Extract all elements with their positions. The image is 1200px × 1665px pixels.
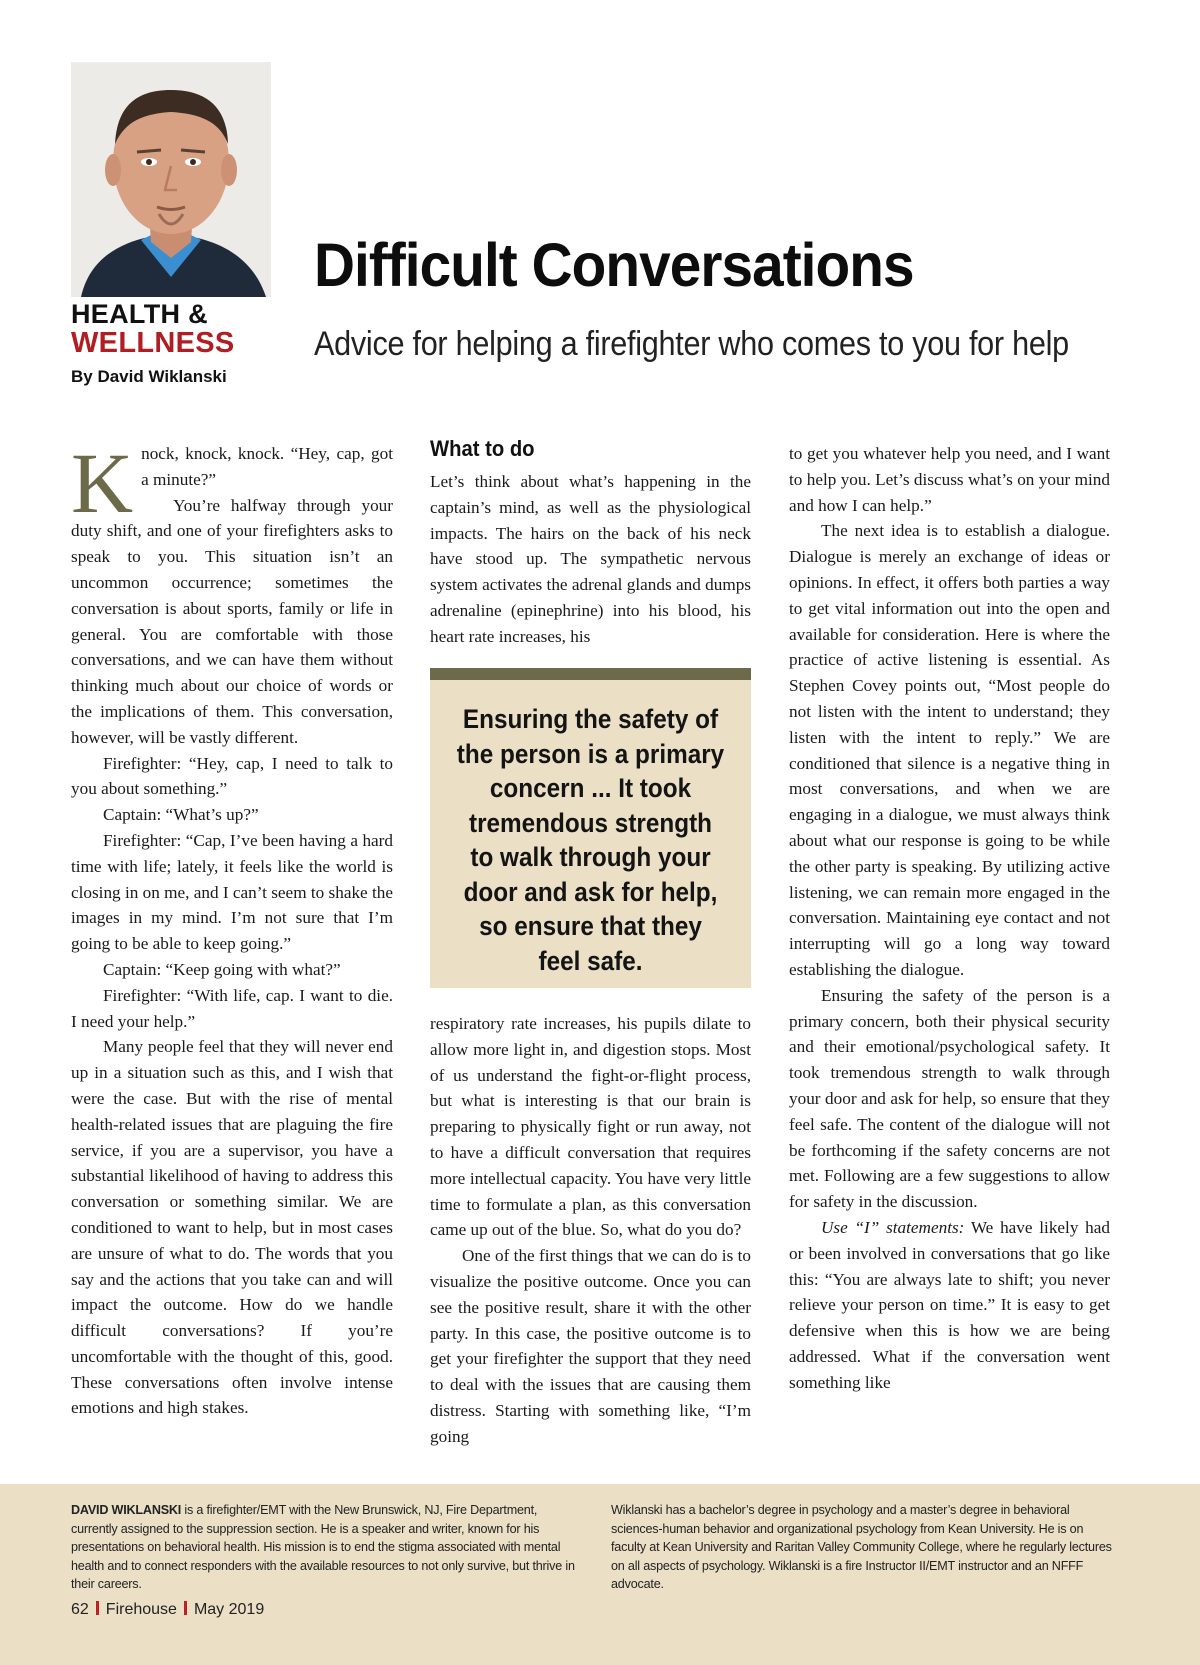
author-photo — [71, 62, 271, 297]
paragraph: The next idea is to establish a dialogue. Dialogue is merely an exchange of ideas or opinions. In effect, it offers both parties a way to get vital information out into the open and available for consideration. Here is where the practice of active listening is essential. As Stephen Covey points out, “Most people do not listen with the intent to understand; they listen with the intent to reply.” We are conditioned that silence is a negative thing in most conversations, and when we are engaging in a dialogue, we must always think about what our response is going to be while the other party is speaking. By utilizing active listening, we can remain more engaged in the conversation. Maintaining eye contact and not interrupting will go a long way toward establishing the dialogue. — [789, 521, 1110, 979]
separator-bar-icon — [184, 1601, 187, 1615]
paragraph: Captain: “Keep going with what?” — [103, 959, 341, 979]
paragraph: Let’s think about what’s happening in the captain’s mind, as well as the physiological impacts. The hairs on the back of his neck have stood up. The sympathetic nervous system activates the adrenal glands and dumps adrenaline (epinephrine) into his blood, his heart rate increases, his — [430, 472, 751, 646]
bio-left — [71, 1501, 576, 1594]
author-portrait-icon — [71, 62, 271, 297]
headline: Difficult Conversations — [314, 231, 914, 299]
paragraph: nock, knock, knock. “Hey, cap, got a minute?” — [141, 444, 393, 489]
paragraph: You’re halfway through your duty shift, and one of your firefighters asks to speak to you. This situation isn’t an uncommon occurrence; sometimes the conversation is about sports, family or life in general. You are comfortable with those conversations, and we can have them without thinking much about our choice of words or the implications of them. This conversation, however, will be vastly different. — [71, 495, 393, 747]
paragraph: Firefighter: “Hey, cap, I need to talk to you about something.” — [71, 753, 393, 799]
run-in-text: We have likely had or been involved in conversations that go like this: “You are always late to shift; you never relieve your person on time.” It is easy to get defensive when this is how we are being addressed. What if the conversation went something like — [789, 1217, 1110, 1392]
paragraph: respiratory rate increases, his pupils dilate to allow more light in, and digestion stops. Most of us understand the fight-or-flight process, but what is interesting is that our brain is preparing to physically fight or run away, not to have a difficult conversation that requires more intellectual capacity. You have very little time to formulate a plan, as this conversation came up out of the blue. So, what do you do? — [430, 1014, 751, 1240]
run-in-lead: Use “I” statements: — [821, 1217, 965, 1237]
article-column-3 — [789, 441, 1110, 1395]
pull-quote-text: Ensuring the safety of the person is a primary concern ... It took tremendous strength to walk through your door and ask for help, so ensure that they feel safe. — [456, 704, 725, 976]
pull-quote — [430, 668, 751, 988]
paragraph — [789, 1215, 1110, 1396]
dropcap: K — [71, 435, 134, 531]
subhead-what-to-do: What to do — [430, 436, 535, 461]
section-label-line2: WELLNESS — [71, 327, 235, 359]
deck: Advice for helping a firefighter who comes to you for help — [314, 325, 1069, 363]
section-label — [71, 300, 291, 358]
paragraph: to get you whatever help you need, and I want to help you. Let’s discuss what’s on your mind and how I can help.” — [789, 444, 1110, 515]
section-label-line1: HEALTH & — [71, 299, 208, 329]
article-column-2-top — [430, 469, 751, 650]
page-number: 62 — [71, 1601, 89, 1618]
paragraph: Captain: “What’s up?” — [103, 805, 259, 825]
bio-right: Wiklanski has a bachelor’s degree in psychology and a master’s degree in behavioral sciences-human behavior and organizational psychology from Kean University. He is on faculty at Kean University and Raritan Valley Community College, where he regularly lectures on all aspects of psychology. Wiklanski is a fire Instructor II/EMT instructor and an NFFF advocate. — [611, 1503, 1112, 1591]
author-bio-box — [0, 1484, 1200, 1665]
paragraph: Firefighter: “With life, cap. I want to die. I need your help.” — [71, 985, 393, 1031]
bio-author-name: DAVID WIKLANSKI — [71, 1503, 182, 1517]
separator-bar-icon — [96, 1601, 99, 1615]
paragraph: Ensuring the safety of the person is a primary concern, both their physical security and their emotional/psychological safety. It took tremendous strength to walk through your door and ask for help, so ensure that they feel safe. The content of the dialogue will not be forthcoming if the safety concerns are not met. Following are a few suggestions to allow for safety in the discussion. — [789, 985, 1110, 1212]
article-column-2-bottom — [430, 1011, 751, 1450]
issue-date: May 2019 — [193, 1601, 265, 1618]
bio-left-text: is a firefighter/EMT with the New Brunswick, NJ, Fire Department, currently assigned to the suppression section. He is a speaker and writer, known for his presentations on behavioral health. His mission is to end the stigma associated with mental health and to connect responders with the available resources to not only survive, but thrive in their careers. — [71, 1503, 575, 1591]
article-column-1 — [71, 435, 393, 1421]
magazine-name: Firehouse — [105, 1601, 177, 1618]
paragraph: One of the first things that we can do is to visualize the positive outcome. Once you can see the positive result, share it with the other party. In this case, the positive outcome is to get your firefighter the support that they need to deal with the issues that are causing them distress. Starting with something like, “I’m going — [430, 1246, 751, 1446]
byline: By David Wiklanski — [71, 367, 227, 386]
page-folio — [71, 1601, 264, 1619]
paragraph: Firefighter: “Cap, I’ve been having a hard time with life; lately, it feels like the world is closing in on me, and I can’t seem to shake the images in my mind. I’m not sure that I’m going to be able to keep going.” — [71, 830, 393, 954]
paragraph: Many people feel that they will never end up in a situation such as this, and I wish that were the case. But with the rise of mental health-related issues that are plaguing the fire service, if you are a supervisor, you have a substantial likelihood of having to address this conversation or something similar. We are conditioned to want to help, but in most cases are unsure of what to do. The words that you say and the actions that you take can and will impact the outcome. How do we handle difficult conversations? If you’re uncomfortable with the thought of this, good. These conversations often involve intense emotions and high stakes. — [71, 1037, 393, 1418]
